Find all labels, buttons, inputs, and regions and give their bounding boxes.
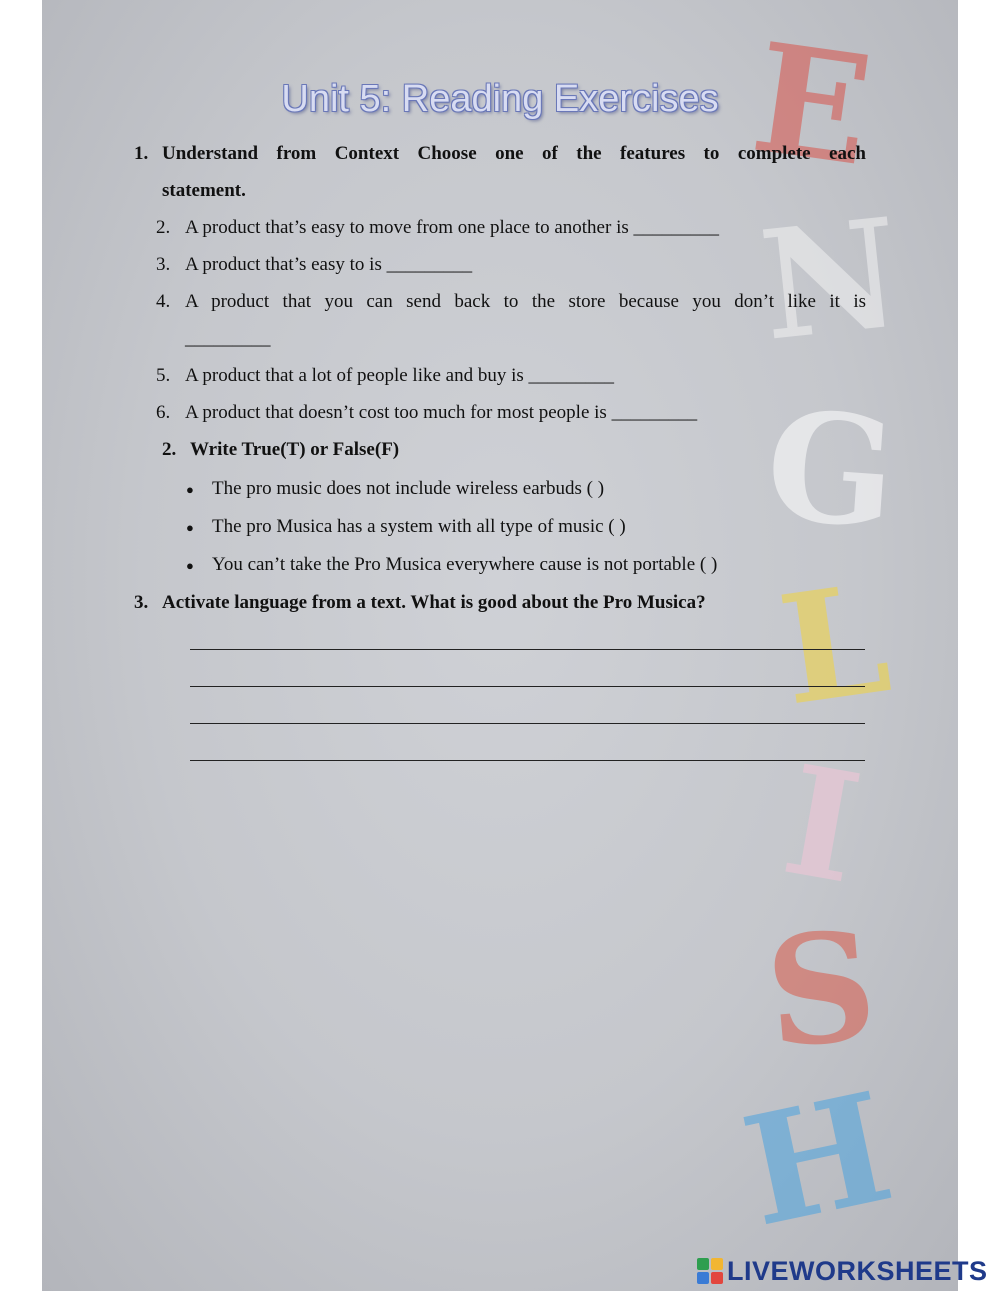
item-text: A product that you can send back to the store because you don’t like it is (185, 291, 866, 312)
liveworksheets-logo-text: LIVEWORKSHEETS (727, 1255, 988, 1286)
true-false-item: The pro music does not include wireless earbuds ( ) (212, 478, 605, 499)
item-text-continued: _________ (185, 328, 271, 349)
decor-letter-i: I (772, 732, 872, 918)
bullet-icon: ● (186, 558, 194, 573)
answer-line[interactable] (190, 686, 865, 687)
answer-line[interactable] (190, 649, 865, 650)
decor-letter-e: E (743, 9, 882, 201)
worksheet-title: Unit 5: Reading Exercises (281, 78, 719, 120)
item-number: 5. (156, 365, 171, 386)
liveworksheets-logo-icon (697, 1258, 723, 1284)
liveworksheets-logo (697, 1256, 988, 1286)
decor-letter-l: L (770, 550, 900, 740)
item-text: A product that’s easy to is _________ (185, 254, 473, 275)
item-text: A product that’s easy to move from one place to another is _________ (185, 217, 719, 238)
true-false-item: You can’t take the Pro Musica everywhere cause is not portable ( ) (212, 554, 718, 575)
item-number: 4. (156, 291, 171, 312)
decor-letter-h: H (730, 1059, 906, 1261)
true-false-item: The pro Musica has a system with all type of music ( ) (212, 516, 626, 537)
section1-number: 1. (134, 143, 149, 164)
item-number: 2. (156, 217, 171, 238)
section3-heading: Activate language from a text. What is good about the Pro Musica? (162, 592, 706, 613)
section1-heading-line1: Understand from Context Choose one of the features to complete each (162, 143, 866, 164)
item-text: A product that doesn’t cost too much for most people is _________ (185, 402, 698, 423)
answer-line[interactable] (190, 760, 865, 761)
item-number: 3. (156, 254, 171, 275)
section1-heading-line2: statement. (162, 180, 246, 201)
item-text: A product that a lot of people like and buy is _________ (185, 365, 615, 386)
bullet-icon: ● (186, 520, 194, 535)
decor-letter-s: S (759, 897, 883, 1083)
decor-letter-n: N (753, 185, 908, 375)
answer-line[interactable] (190, 723, 865, 724)
section3-number: 3. (134, 592, 149, 613)
decor-letter-g: G (761, 377, 902, 563)
section2-number: 2. (162, 439, 177, 460)
bullet-icon: ● (186, 482, 194, 497)
item-number: 6. (156, 402, 171, 423)
section2-heading: Write True(T) or False(F) (190, 439, 400, 460)
